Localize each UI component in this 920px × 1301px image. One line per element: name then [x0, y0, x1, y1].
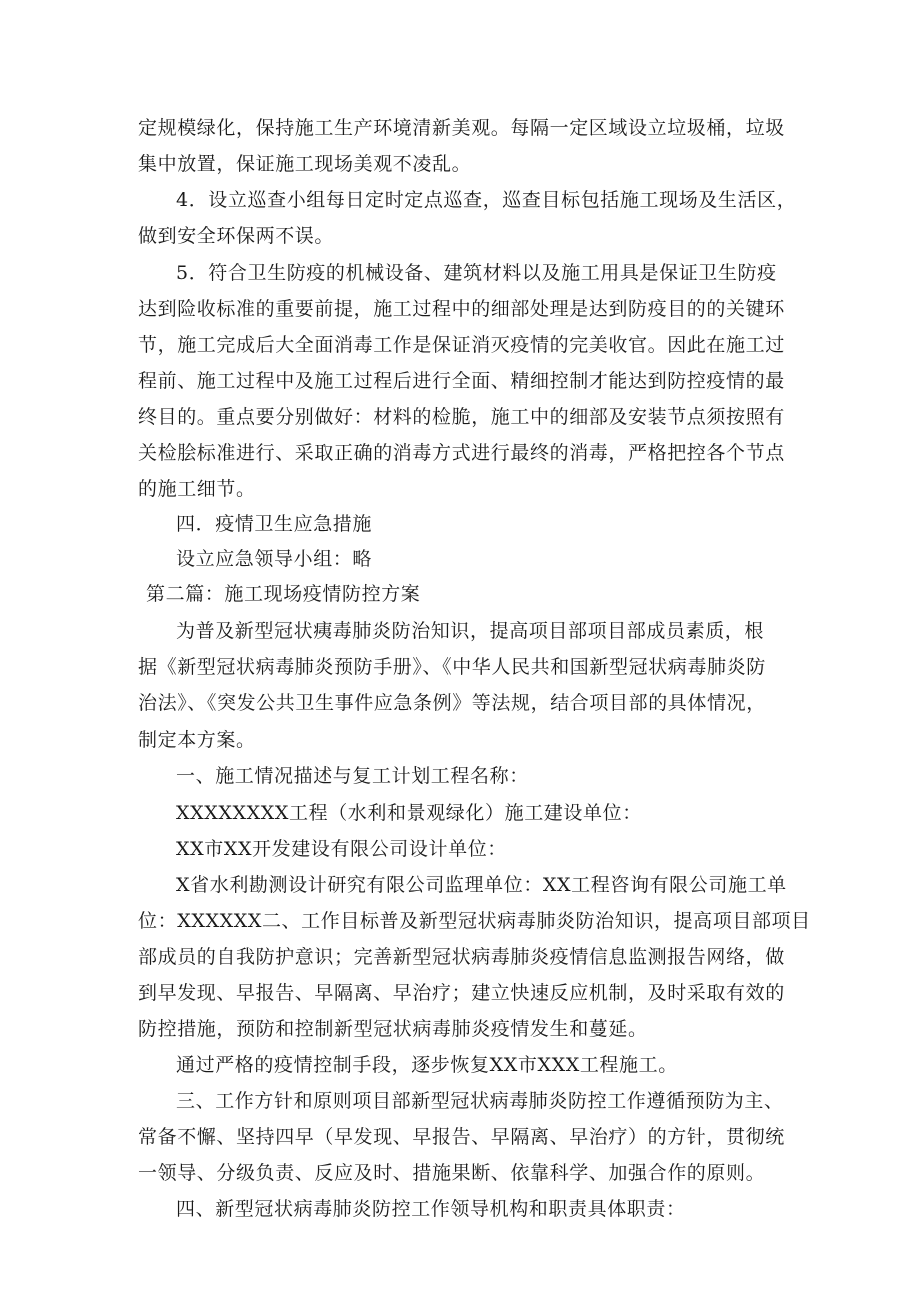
text-line: 通过严格的疫情控制手段，逐步恢复XX市XXX工程施工。 [176, 1054, 678, 1076]
text-line: 程前、施工过程中及施工过程后进行全面、精细控制才能达到防控疫情的最 [138, 370, 785, 392]
text-line: 节，施工完成后大全面消毒工作是保证消灭疫情的完美收官。因此在施工过 [138, 334, 785, 356]
text-line: 定规模绿化，保持施工生产环境清新美观。每隔一定区域设立垃圾桶，垃圾 [138, 117, 785, 139]
text-line: 设立应急领导小组：略 [176, 548, 373, 570]
text-line: 为普及新型冠状痍毒肺炎防治知识，提高项目部项目部成员素质，根 [176, 620, 765, 642]
text-line: 常备不懈、坚持四早（早发现、早报告、早隔离、早治疗）的方针，贯彻统 [138, 1126, 785, 1148]
text-line: 关检脍标准进行、采取正确的消毒方式进行最终的消毒，严格把控各个节点 [138, 442, 785, 464]
text-line: 据《新型冠状病毒肺炎预防手册》、《中华人民共和国新型冠状病毒肺炎防 [138, 656, 766, 678]
chapter-heading: 第二篇：施工现场疫情防控方案 [146, 583, 421, 605]
text-line: XX市XX开发建设有限公司设计单位： [176, 838, 507, 860]
text-line: 集中放置，保证施工现场美观不凌乱。 [138, 153, 472, 175]
text-line: 制定本方案。 [138, 729, 256, 751]
text-line: X省水利勘测设计研究有限公司监理单位：XX工程咨询有限公司施工单 [176, 874, 787, 896]
text-line: 位：XXXXXX二、工作目标普及新型冠状病毒肺炎防治知识，提高项目部项目 [138, 910, 811, 932]
text-line: 到早发现、早报告、早隔离、早治疗；建立快速反应机制，及时采取有效的 [138, 982, 785, 1004]
text-line: 做到安全环保两不误。 [138, 225, 335, 247]
section-heading: 四、新型冠状病毒肺炎防控工作领导机构和职责具体职责： [176, 1198, 686, 1220]
section-heading: 三、工作方针和原则项目部新型冠状病毒肺炎防控工作遵循预防为主、 [176, 1090, 784, 1112]
section-heading: 一、施工情况描述与复工计划工程名称： [176, 765, 529, 787]
text-line: 5．符合卫生防疫的机械设备、建筑材料以及施工用具是保证卫生防疫 [176, 262, 777, 284]
text-line: 治法》、《突发公共卫生事件应急条例》等法规，结合项目部的具体情况， [138, 692, 766, 714]
text-line: 部成员的自我防护意识；完善新型冠状病毒肺炎疫情信息监测报告网络，做 [138, 946, 785, 968]
text-line: 一领导、分级负责、反应及时、措施果断、依靠科学、加强合作的原则。 [138, 1162, 766, 1184]
text-line: 达到险收标准的重要前提，施工过程中的细部处理是达到防疫目的的关键环 [138, 298, 785, 320]
text-line: 的施工细节。 [138, 478, 256, 500]
text-line: XXXXXXXX工程（水利和景观绿化）施工建设单位： [176, 802, 642, 824]
section-heading: 四．疫情卫生应急措施 [176, 513, 373, 535]
text-line: 4．设立巡查小组每日定时定点巡查，巡查目标包括施工现场及生活区， [176, 189, 797, 211]
text-line: 终目的。重点要分别做好：材料的检脆，施工中的细部及安装节点须按照有 [138, 406, 785, 428]
text-line: 防控措施，预防和控制新型冠状病毒肺炎疫情发生和蔓延。 [138, 1018, 648, 1040]
